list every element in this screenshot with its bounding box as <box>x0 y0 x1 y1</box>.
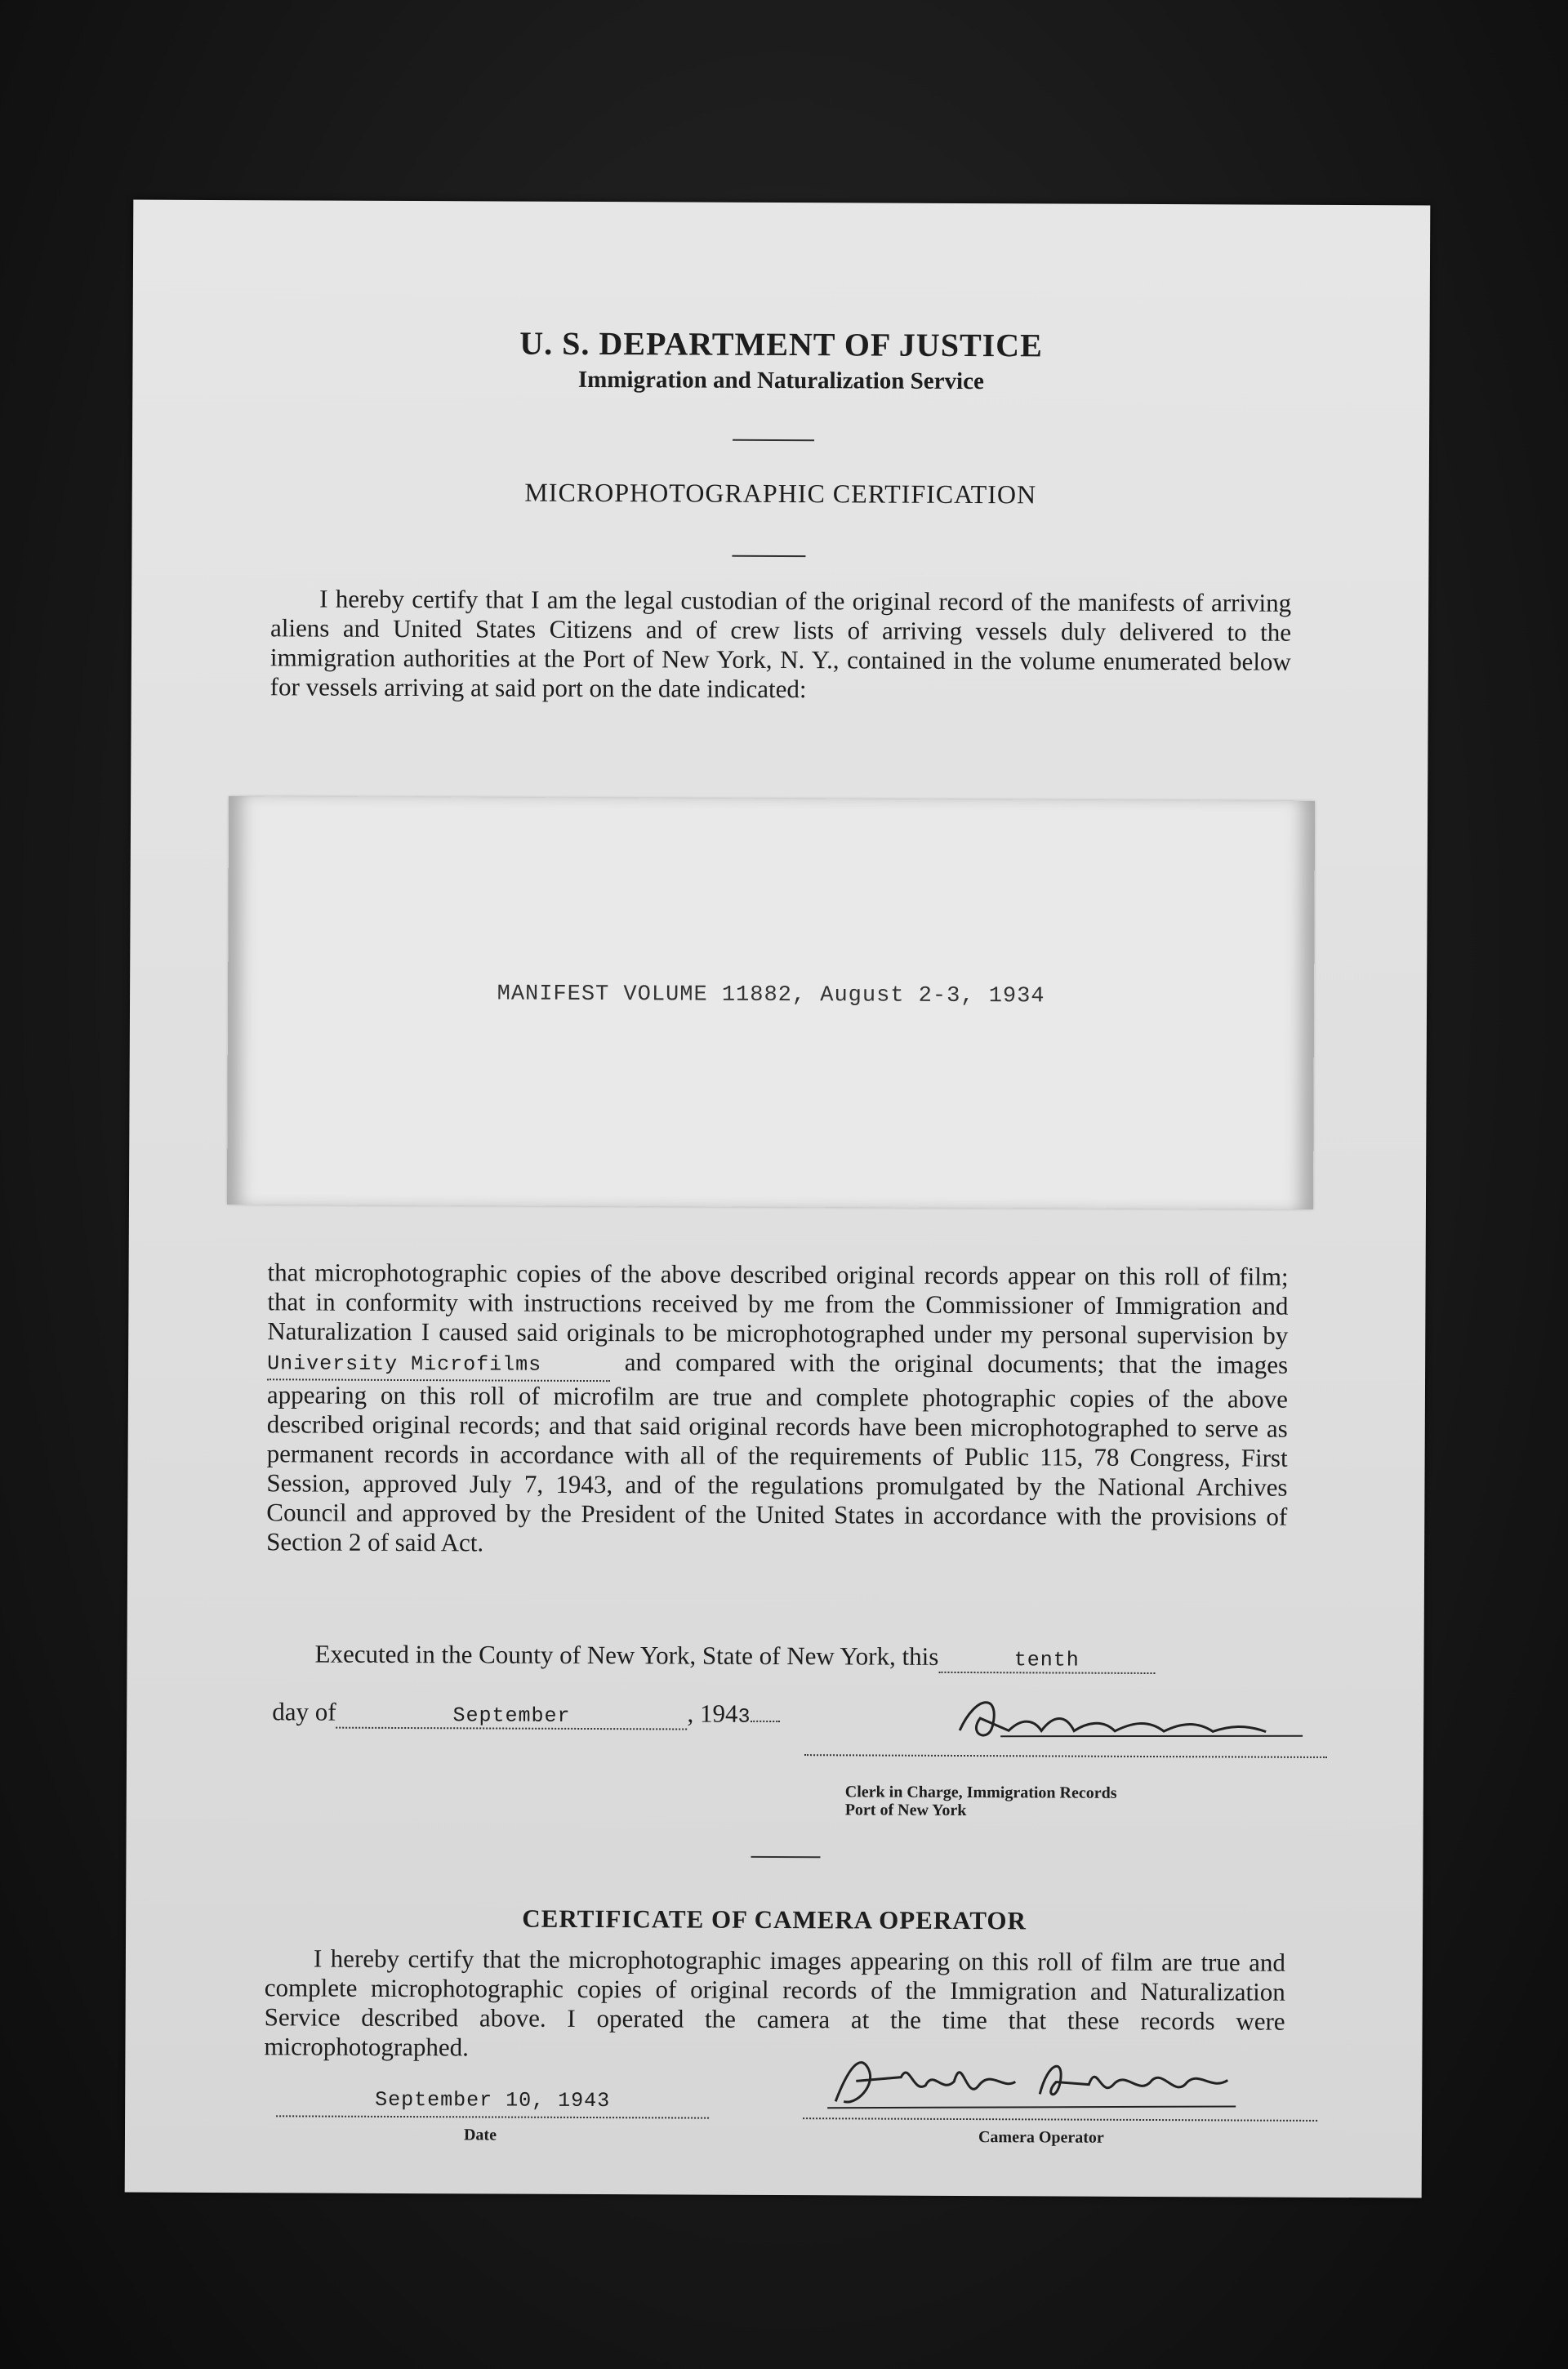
clerk-signature <box>943 1685 1319 1752</box>
day-of-line <box>272 1697 781 1730</box>
photographer-value: University Microfilms <box>267 1351 542 1377</box>
manifest-volume-text: MANIFEST VOLUME 11882, August 2-3, 1934 <box>497 982 1045 1009</box>
service-subtitle: Immigration and Naturalization Service <box>577 366 984 395</box>
photographer-field <box>267 1346 610 1382</box>
executed-day-field <box>938 1642 1155 1674</box>
body-part2: and compared with the original documents; that the images appearing on this roll of microfilm are true and complete photographic copies of the above described original records; and that said original records have been microphotographed to serve as permanent records in accordance with all of the requirements of Public 115, 78 Congress, First Session, approved July 7, 1943, and of the regulations promulgated by the National Archives Council and approved by the President of the United States in accordance with the provisions of Section 2 of said Act. <box>266 1347 1289 1557</box>
day-of-label: day of <box>272 1697 336 1726</box>
certificate-page <box>125 200 1431 2198</box>
certification-heading: MICROPHOTOGRAPHIC CERTIFICATION <box>524 477 1037 510</box>
divider-rule <box>751 1856 820 1858</box>
divider-rule <box>732 555 805 557</box>
department-title: U. S. DEPARTMENT OF JUSTICE <box>519 324 1043 364</box>
clerk-title <box>845 1783 1117 1819</box>
certification-intro: I hereby certify that I am the legal custodian of the original record of the manifests of arriving aliens and United States Citizens and of crew lists of arriving vessels duly delivered to the immigration authorities at the Port of New York, N. Y., contained in the volume enumerated below for vessels arriving at said port on the date indicated: <box>270 584 1292 704</box>
executed-day-value: tenth <box>1013 1648 1080 1672</box>
camera-operator-heading: CERTIFICATE OF CAMERA OPERATOR <box>522 1904 1027 1935</box>
date-value: September 10, 1943 <box>375 2087 611 2113</box>
clerk-title-line2: Port of New York <box>844 1801 967 1820</box>
date-label: Date <box>463 2126 497 2144</box>
year-prefix: , 194 <box>687 1699 738 1728</box>
executed-month-field <box>336 1698 688 1730</box>
clerk-title-line1: Clerk in Charge, Immigration Records <box>844 1783 1117 1802</box>
year-digit: 3 <box>737 1704 751 1729</box>
executed-month-value: September <box>452 1703 571 1728</box>
camera-operator-signature <box>811 2036 1268 2127</box>
camera-operator-label: Camera Operator <box>978 2128 1104 2147</box>
year-dots <box>751 1721 781 1722</box>
executed-line <box>314 1640 1155 1674</box>
divider-rule <box>733 439 814 441</box>
body-part1: that microphotographic copies of the above described original records appear on this roll of film; that in conformity with instructions received by me from the Commissioner of Immigration and Naturalization I caused said originals to be microphotographed under my personal supervision by <box>267 1258 1289 1350</box>
certification-body <box>266 1258 1289 1561</box>
camera-operator-body: I hereby certify that the microphotographic images appearing on this roll of film are true and complete microphotographic copies of original records of the Immigration and Naturalization Service described above. I operated the camera at the time that these records were microphotographed. <box>264 1944 1286 2062</box>
date-field <box>276 2082 709 2118</box>
volume-slip <box>227 796 1315 1209</box>
executed-prefix: Executed in the County of New York, State of New York, this <box>314 1639 939 1671</box>
